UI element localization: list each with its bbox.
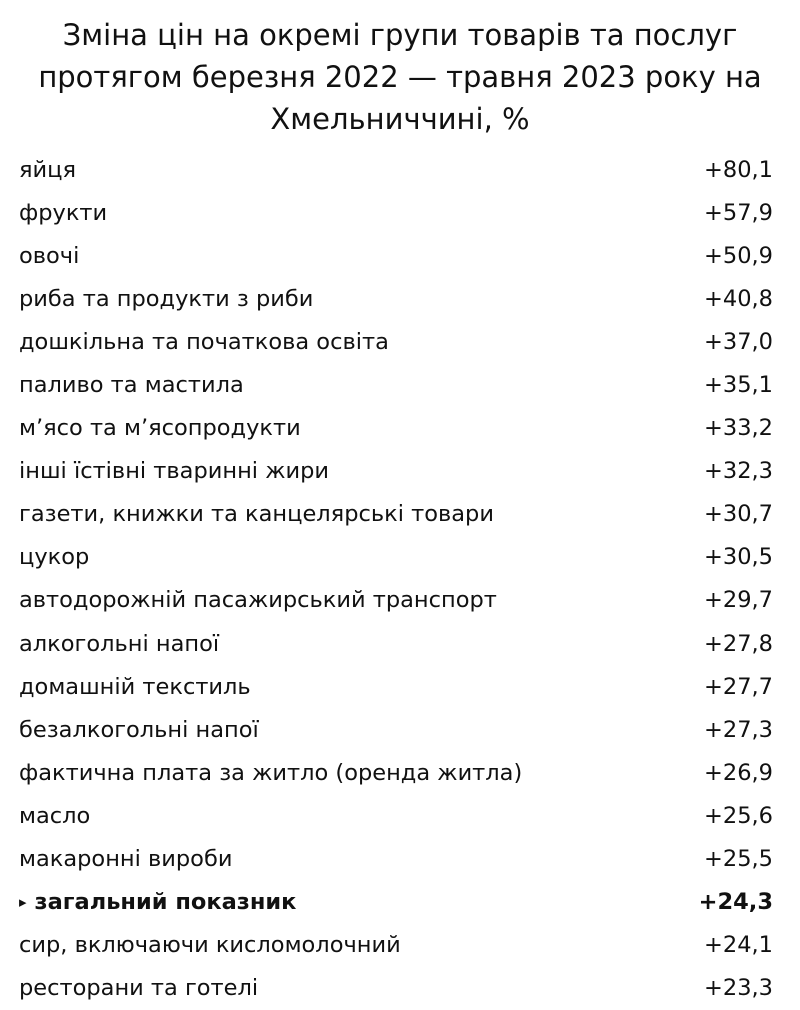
row-label [19,200,107,226]
row-value: +57,9 [704,199,773,226]
table-row [19,363,773,406]
row-label [19,846,232,872]
row-label-text: фактична плата за житло (оренда житла) [19,759,523,786]
row-value: +33,2 [704,415,773,442]
chart-title-line: протягом березня 2022 — травня 2023 року на [38,60,762,94]
row-label [19,803,90,829]
row-value: +30,7 [704,501,773,528]
row-value: +30,5 [704,544,773,571]
row-value: +35,1 [704,372,773,399]
row-value: +23,3 [704,975,773,1002]
chart-title [0,14,800,140]
table-row [19,277,773,320]
row-label [19,415,301,441]
row-value: +24,1 [704,932,773,959]
row-label-text: м’ясо та м’ясопродукти [19,415,301,442]
table-row [19,191,773,234]
row-label-text: загальний показник [34,889,297,916]
row-label-text: макаронні вироби [19,846,233,873]
table-row [19,579,773,622]
table-row [19,450,773,493]
row-label-text: сир, включаючи кисломолочний [19,932,401,959]
row-label-text: масло [19,802,91,829]
row-label [19,760,522,786]
row-label [19,631,219,657]
row-label-text: дошкільна та початкова освіта [19,328,389,355]
table-row [19,751,773,794]
row-value: +50,9 [704,242,773,269]
row-label [19,889,296,915]
row-label [19,372,244,398]
table-row [19,622,773,665]
triangle-marker-icon: ▸ [19,893,27,912]
chart-title-line: Зміна цін на окремі групи товарів та послуг [62,18,738,52]
row-value: +24,3 [698,889,773,916]
row-value: +32,3 [704,458,773,485]
row-label-text: автодорожній пасажирський транспорт [19,587,497,614]
row-value: +27,8 [704,630,773,657]
table-row [19,838,773,881]
row-label-text: безалкогольні напої [19,716,259,743]
table-row [19,407,773,450]
price-change-table [19,148,773,1010]
row-value: +27,7 [704,673,773,700]
row-label-text: домашній текстиль [19,673,251,700]
row-label-text: цукор [19,544,90,571]
row-value: +80,1 [704,156,773,183]
row-label [19,717,259,743]
row-value: +26,9 [704,759,773,786]
row-label [19,544,89,570]
row-label [19,286,313,312]
row-label [19,674,251,700]
row-label-text: овочі [19,242,80,269]
row-label-text: газети, книжки та канцелярські товари [19,501,494,528]
row-label [19,243,79,269]
row-label-text: алкогольні напої [19,630,220,657]
table-row-overall [19,881,773,924]
table-row [19,493,773,536]
table-row [19,708,773,751]
row-value: +25,5 [704,846,773,873]
row-label-text: інші їстівні тваринні жири [19,458,329,485]
row-label-text: паливо та мастила [19,372,244,399]
table-row [19,967,773,1010]
row-label [19,587,497,613]
row-value: +29,7 [704,587,773,614]
table-row [19,148,773,191]
row-value: +27,3 [704,716,773,743]
table-row [19,665,773,708]
table-row [19,536,773,579]
row-label [19,458,329,484]
row-label [19,501,494,527]
row-label [19,932,401,958]
row-label [19,975,258,1001]
row-label-text: фрукти [19,199,108,226]
row-value: +37,0 [704,328,773,355]
table-row [19,320,773,363]
row-label [19,329,389,355]
table-row [19,234,773,277]
chart-title-line: Хмельниччині, % [270,102,530,136]
table-row [19,924,773,967]
row-label-text: яйця [19,156,77,183]
row-value: +25,6 [704,802,773,829]
table-row [19,794,773,837]
row-value: +40,8 [704,285,773,312]
row-label [19,157,76,183]
row-label-text: ресторани та готелі [19,975,259,1002]
row-label-text: риба та продукти з риби [19,285,314,312]
